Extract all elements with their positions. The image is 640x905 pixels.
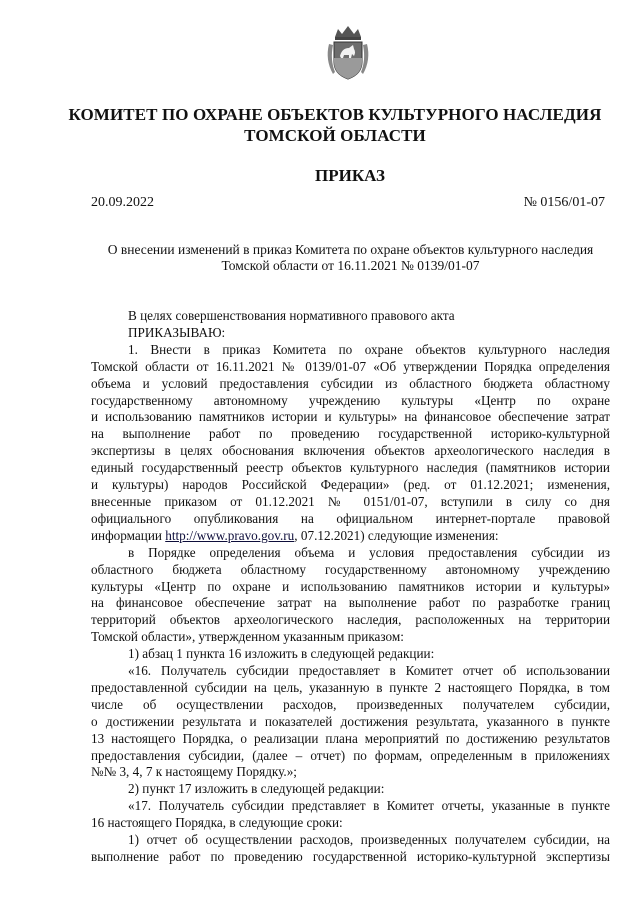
p3-line-2: объема и условий предоставления субсидии из областного бюджета областному [91,375,610,391]
p3-line-0: 1. Внести в приказ Комитета по охране объектов культурного наследия [128,341,610,357]
subject-line-1: О внесении изменений в приказ Комитета по охране объектов культурного наследия [107,242,594,257]
paragraph-subitem-2: 2) пункт 17 изложить в следующей редакции: [128,781,385,797]
p9-line-1: выполнение работ по проведению государственной историко-культурной экспертизы [91,849,610,864]
p4-line-2: культуры «Центр по охране и использованию памятников истории и культуры» [91,578,610,594]
pravo-gov-link[interactable]: http://www.pravo.gov.ru [165,527,295,543]
paragraph-report-item-1 [91,832,610,866]
document-date: 20.09.2022 [91,195,154,210]
document-number: № 0156/01-07 [523,195,605,210]
p6-last-line: №№ 3, 4, 7 к настоящему Порядку.»; [91,764,297,780]
p3-line-5: на выполнение работ по проведению государственной историко-культурной [91,426,610,442]
paragraph-order-word: ПРИКАЗЫВАЮ: [128,324,226,340]
organization-name [60,104,610,146]
p6-line-0: «16. Получатель субсидии предоставляет в Комитет отчет об использовании [128,663,610,679]
p3-line-9: внесенные приказом от 01.12.2021 № 0151/01-07, вступили в силу со дня [91,493,610,509]
p9-line-0: 1) отчет об осуществлении расходов, произведенных получателем субсидии, на [128,832,610,848]
p3-last-pre: информации [91,527,166,543]
p6-line-5: предоставления субсидии, (далее – отчет) по формам, определенным в приложениях [91,747,610,763]
document-body [91,308,610,866]
org-line-2: ТОМСКОЙ ОБЛАСТИ [244,126,426,145]
paragraph-procedure [91,545,610,646]
paragraph-clause-17 [91,798,610,832]
p3-line-4: и использованию памятников истории и культуры» на финансовое обеспечение затрат [91,409,610,425]
p3-line-6: экспертизы в целях обоснования включения объектов археологического наследия в [91,443,610,459]
p8-line-0: «17. Получатель субсидии представляет в Комитет отчеты, указанные в пункте [128,798,610,814]
p6-line-1: предоставленной субсидии на цель, указанную в пункте 2 настоящего Порядка, в том [91,679,610,695]
document-subject [91,242,610,274]
p4-line-3: на финансовое обеспечение затрат на выполнение работ по разработке границ [91,595,610,611]
org-line-1: КОМИТЕТ ПО ОХРАНЕ ОБЪЕКТОВ КУЛЬТУРНОГО НАСЛЕДИЯ [68,105,602,124]
p6-line-3: о достижении результата и показателей достижения результата, указанного в пункте [91,713,610,729]
p3-line-10: официального опубликования на официальном интернет-портале правовой [91,510,610,526]
paragraph-clause-16 [91,663,610,781]
p3-line-3: государственному автономному учреждению культуры «Центр по охране [91,392,610,408]
p3-last-line [91,528,610,545]
p3-line-1: Томской области от 16.11.2021 № 0139/01-07 «Об утверждении Порядка определения [91,358,610,374]
p3-last-post: , 07.12.2021) следующие изменения: [294,527,499,543]
p4-line-0: в Порядке определения объема и условия предоставления субсидии из [128,544,610,560]
p4-line-4: территорий объектов археологического наследия, расположенных на территории [91,612,610,628]
subject-line-2: Томской области от 16.11.2021 № 0139/01-07 [221,258,480,273]
p8-last-line: 16 настоящего Порядка, в следующие сроки: [91,815,343,831]
p6-line-4: 13 настоящего Порядка, о реализации плана мероприятий по достижению результатов [91,730,610,746]
paragraph-preamble: В целях совершенствования нормативного правового акта [128,308,455,323]
p6-line-2: числе об осуществлении расходов, произведенных получателем субсидии, [91,696,610,712]
paragraph-item-1 [91,342,610,545]
paragraph-subitem-1: 1) абзац 1 пункта 16 изложить в следующей редакции: [128,646,435,662]
p3-line-7: единый государственный реестр объектов культурного наследия (памятников истории [91,460,610,476]
coat-of-arms-icon [325,24,371,80]
p4-last-line: Томской области», утвержденном указанным приказом: [91,629,404,645]
p3-line-8: и культуры) народов Российской Федерации» (ред. от 01.12.2021; изменения, [91,477,610,493]
document-type: ПРИКАЗ [315,166,385,185]
p4-line-1: областного бюджета областному государственному автономному учреждению [91,561,610,577]
